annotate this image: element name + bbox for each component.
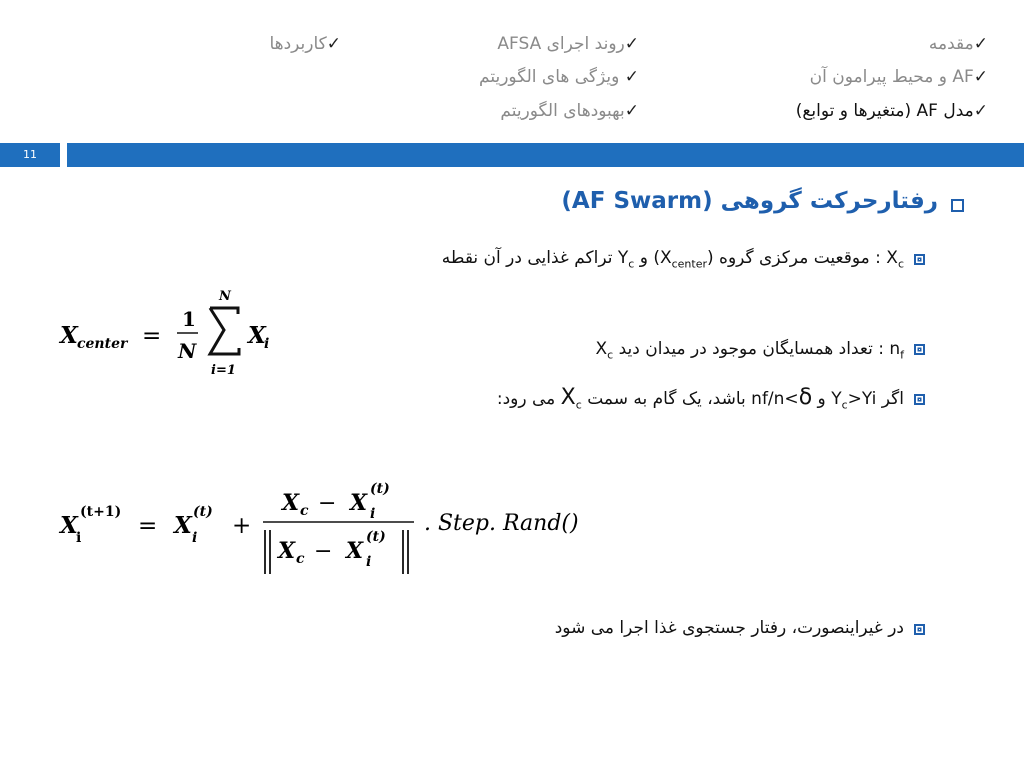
nav-item-intro[interactable]: ✓مقدمه	[928, 34, 988, 54]
check-icon: ✓	[973, 34, 988, 54]
bullet-square-icon	[914, 254, 925, 265]
svg-text:X: X	[346, 538, 364, 564]
check-icon: ✓	[624, 67, 639, 87]
slide-number: 11	[0, 143, 60, 167]
svg-text:i: i	[366, 554, 372, 570]
check-icon: ✓	[326, 34, 341, 54]
svg-text:(t): (t)	[366, 529, 386, 545]
svg-text:X: X	[60, 322, 78, 349]
bullet-square-icon	[914, 344, 925, 355]
nav-item-af-environment[interactable]: ✓AF و محیط پیرامون آن	[809, 67, 988, 87]
svg-text:X: X	[282, 490, 300, 516]
bullet-otherwise: در غیراینصورت، رفتار جستجوی غذا اجرا می شود	[554, 618, 904, 638]
header-bar	[67, 143, 1024, 167]
bullet-neighbors-definition: $n_f$ : تعداد همسایگان موجود در میدان دید $X_c$	[595, 339, 904, 362]
svg-text:1: 1	[182, 307, 196, 331]
svg-text:center: center	[77, 336, 128, 352]
svg-text:=: =	[138, 513, 158, 539]
svg-text:X: X	[248, 322, 266, 349]
formula-swarm-update	[58, 478, 603, 578]
nav-item-afsa-process[interactable]: ✓روند اجرای AFSA	[497, 34, 639, 54]
svg-text:i=1: i=1	[211, 363, 236, 378]
svg-text:X: X	[350, 490, 368, 516]
svg-text:(t+1): (t+1)	[80, 504, 122, 520]
svg-text:c: c	[300, 503, 309, 519]
svg-text:−: −	[314, 539, 333, 564]
bullet-centroid-definition: $X_c$ : موقعیت مرکزی گروه $(X_{center})$ و $Y_c$ تراکم غذایی در آن نقطه	[441, 248, 904, 271]
nav-item-applications[interactable]: ✓کاربردها	[269, 34, 341, 54]
svg-text:. Step. Rand(): . Step. Rand()	[424, 511, 579, 536]
nav-item-algorithm-features[interactable]: ✓ ویژگی های الگوریتم	[479, 67, 639, 87]
nav-item-algorithm-improvements[interactable]: ✓بهبودهای الگوریتم	[500, 101, 639, 121]
bullet-square-icon	[914, 624, 925, 635]
svg-text:+: +	[232, 513, 252, 539]
bullet-move-condition: اگر $Y_c>Yi$ و nf/n<δ باشد، یک گام به سمت $X_c$ می رود:	[496, 385, 904, 412]
svg-text:i: i	[76, 530, 82, 546]
svg-text:(t): (t)	[370, 481, 390, 497]
check-icon: ✓	[624, 101, 639, 121]
nav-item-af-model[interactable]: ✓مدل AF (متغیرها و توابع)	[795, 101, 988, 121]
svg-text:=: =	[142, 323, 162, 349]
title-bullet-icon	[951, 199, 964, 212]
svg-text:X: X	[174, 512, 192, 539]
svg-text:N: N	[219, 289, 231, 304]
svg-text:i: i	[370, 506, 376, 522]
check-icon: ✓	[973, 101, 988, 121]
svg-text:X: X	[278, 538, 296, 564]
check-icon: ✓	[624, 34, 639, 54]
svg-text:X: X	[60, 512, 78, 539]
svg-text:−: −	[318, 491, 337, 516]
formula-centroid	[58, 288, 283, 378]
svg-text:(t): (t)	[193, 504, 213, 520]
bullet-square-icon	[914, 394, 925, 405]
svg-text:i: i	[192, 530, 198, 546]
svg-text:c: c	[296, 551, 305, 567]
slide-title: رفتارحرکت گروهی (AF Swarm)	[561, 188, 938, 214]
check-icon: ✓	[973, 67, 988, 87]
svg-text:i: i	[264, 336, 270, 352]
svg-text:N: N	[178, 339, 197, 363]
